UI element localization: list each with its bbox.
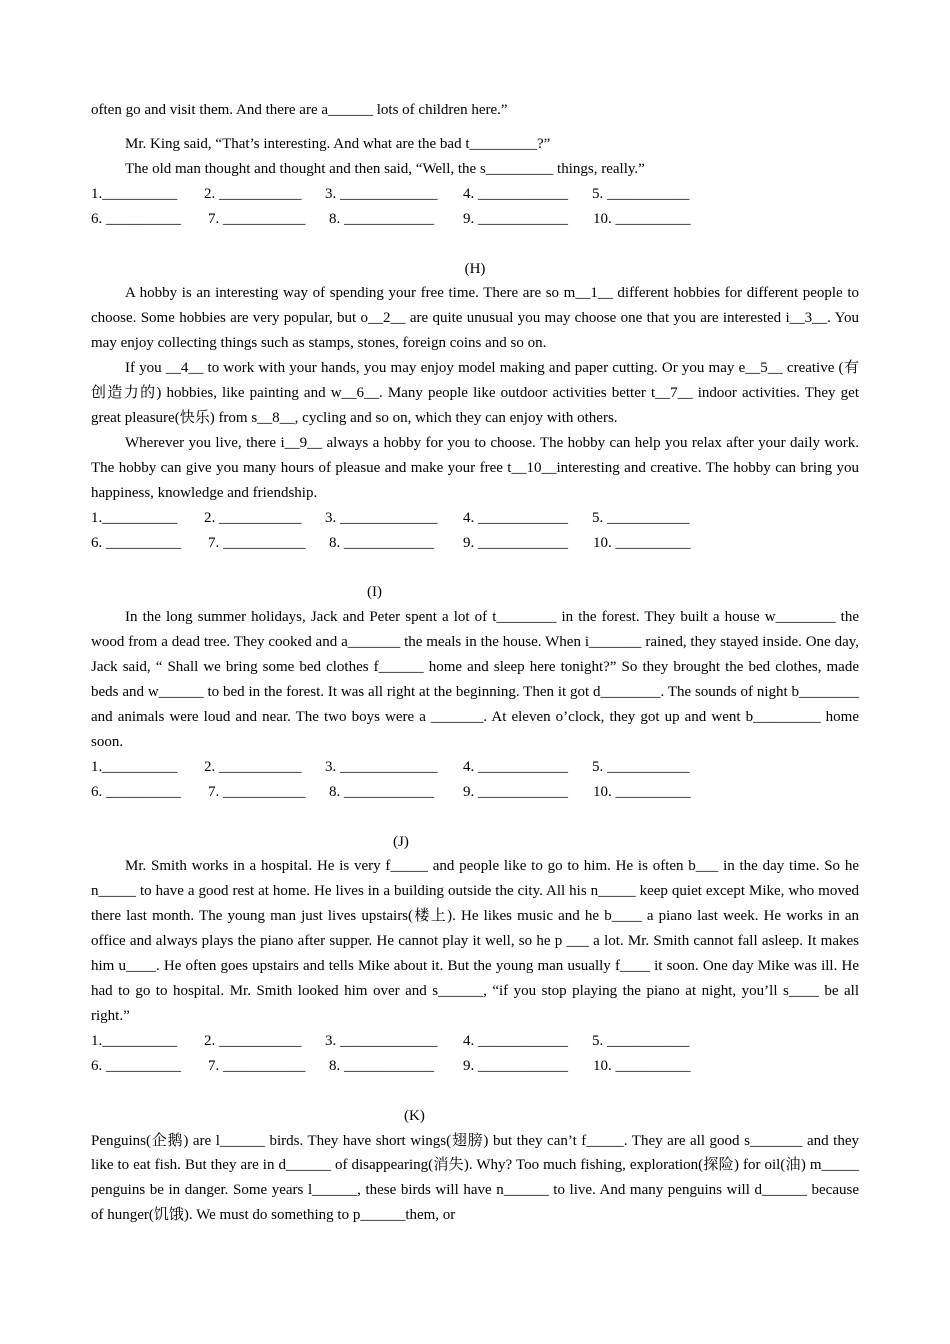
section-j-paragraph: Mr. Smith works in a hospital. He is very f_____ and people like to go to him. He is often b___ in the day time. So he n_____ to have a good rest at home. He lives in a building outside the city. All his n_____ keep quiet except Mike, who moved there last month. The young man just lives upstairs(楼上). He likes music and he b____ a piano last week. He works in an office and always plays the piano after supper. He cannot play it well, so he p ___ a lot. Mr. Smith cannot fall asleep. It makes him u____. He often goes upstairs and tells Mike about it. But the young man usually f____ it soon. One day Mike was ill. He had to go to hospital. Mr. Smith looked him over and s______, “if you stop playing the piano at night, you’ll s____ be all right.” [91, 858, 859, 1024]
answer-blank[interactable]: 4. ____________ [463, 1032, 568, 1049]
answer-blank[interactable]: 3. _____________ [325, 758, 438, 775]
answer-blank[interactable]: 8. ____________ [329, 210, 434, 227]
answer-blank[interactable]: 9. ____________ [463, 1057, 568, 1074]
section-h-paragraph-3: Wherever you live, there i__9__ always a hobby for you to choose. The hobby can help you relax after your daily work. The hobby can give you many hours of pleasue and make your free t__10__interesting and creative. The hobby can bring you happiness, knowledge and friendship. [91, 434, 859, 501]
answer-blank[interactable]: 2. ___________ [204, 758, 302, 775]
answer-blank[interactable]: 9. ____________ [463, 210, 568, 227]
answer-blank[interactable]: 5. ___________ [592, 758, 690, 775]
answer-blank[interactable]: 5. ___________ [592, 1032, 690, 1049]
section-h-paragraph-1: A hobby is an interesting way of spending your free time. There are so m__1__ different hobbies for different people to choose. Some hobbies are very popular, but o__2__ are quite unusual you may choose one that you are interested i__3__. You may enjoy collecting things such as stamps, stones, foreign coins and so on. [91, 285, 859, 352]
answer-blank[interactable]: 3. _____________ [325, 509, 438, 526]
section-h-paragraph-2: If you __4__ to work with your hands, you may enjoy model making and paper cutting. Or you may e__5__ creative (有创造力的) hobbies, like painting and w__6__. Many people like outdoor activities better t__7__ indoor activities. They get great pleasure(快乐) from s__8__, cycling and so on, which they can enjoy with others. [91, 360, 859, 426]
section-k-paragraph: Penguins(企鹅) are l______ birds. They have short wings(翅膀) but they can’t f_____. They are all good s_______ and they like to eat fish. But they are in d______ of disappearing(消失). Why? Too much fishing, exploration(探险) for oil(油) m_____ penguins be in danger. Some years l______, these birds will have n______ to live. And many penguins will d______ because of hunger(饥饿). We must do something to p______them, or [91, 1132, 859, 1224]
answer-row-1 [91, 182, 859, 207]
answer-blank[interactable]: 10. __________ [593, 1057, 691, 1074]
section-i-paragraph: In the long summer holidays, Jack and Peter spent a lot of t________ in the forest. They built a house w________ the wood from a dead tree. They cooked and a_______ the meals in the house. When i_______ rained, they stayed inside. One day, Jack said, “ Shall we bring some bed clothes f______ home and sleep here tonight?” So they brought the bed clothes, made beds and w______ to bed in the forest. It was all right at the beginning. Then it got d________. The sounds of night b________ and animals were loud and near. The two boys were a _______. At eleven o’clock, they got up and went b_________ home soon. [91, 609, 859, 750]
answer-blank[interactable]: 5. ___________ [592, 509, 690, 526]
answer-blank[interactable]: 6. __________ [91, 534, 181, 551]
answer-blank[interactable]: 10. __________ [593, 210, 691, 227]
answer-blank[interactable]: 3. _____________ [325, 1032, 438, 1049]
answer-blank[interactable]: 10. __________ [593, 534, 691, 551]
answer-blank[interactable]: 7. ___________ [208, 210, 306, 227]
answer-blank[interactable]: 5. ___________ [592, 185, 690, 202]
section-j-heading: (J) [393, 833, 409, 850]
answer-row-1 [91, 506, 859, 531]
answer-blank[interactable]: 2. ___________ [204, 185, 302, 202]
answer-row-2 [91, 1054, 859, 1079]
answer-blank[interactable]: 2. ___________ [204, 1032, 302, 1049]
section-h-heading: (H) [464, 260, 486, 277]
section-g-line-3: The old man thought and thought and then said, “Well, the s_________ things, really.” [125, 160, 645, 177]
answer-blank[interactable]: 6. __________ [91, 1057, 181, 1074]
answer-blank[interactable]: 2. ___________ [204, 509, 302, 526]
answer-blank[interactable]: 7. ___________ [208, 783, 306, 800]
answer-blank[interactable]: 8. ____________ [329, 534, 434, 551]
section-k-heading: (K) [404, 1107, 425, 1124]
section-g-line-2: Mr. King said, “That’s interesting. And what are the bad t_________?” [125, 135, 551, 152]
answer-blank[interactable]: 7. ___________ [208, 1057, 306, 1074]
answer-row-2 [91, 531, 859, 556]
answer-blank[interactable]: 4. ____________ [463, 758, 568, 775]
worksheet-page [91, 98, 859, 1228]
answer-blank[interactable]: 9. ____________ [463, 534, 568, 551]
answer-blank[interactable]: 6. __________ [91, 210, 181, 227]
section-g-line-1: often go and visit them. And there are a______ lots of children here.” [91, 102, 508, 118]
answer-blank[interactable]: 8. ____________ [329, 783, 434, 800]
answer-row-2 [91, 780, 859, 805]
answer-blank[interactable]: 3. _____________ [325, 185, 438, 202]
answer-blank[interactable]: 4. ____________ [463, 509, 568, 526]
answer-blank[interactable]: 8. ____________ [329, 1057, 434, 1074]
answer-blank[interactable]: 6. __________ [91, 783, 181, 800]
answer-blank[interactable]: 1.__________ [91, 509, 178, 526]
answer-blank[interactable]: 10. __________ [593, 783, 691, 800]
answer-blank[interactable]: 9. ____________ [463, 783, 568, 800]
answer-blank[interactable]: 1.__________ [91, 758, 178, 775]
answer-row-1 [91, 1029, 859, 1054]
answer-blank[interactable]: 1.__________ [91, 185, 178, 202]
answer-blank[interactable]: 4. ____________ [463, 185, 568, 202]
answer-blank[interactable]: 1.__________ [91, 1032, 178, 1049]
answer-row-1 [91, 755, 859, 780]
answer-row-2 [91, 207, 859, 232]
section-i-heading: (I) [367, 584, 382, 601]
answer-blank[interactable]: 7. ___________ [208, 534, 306, 551]
